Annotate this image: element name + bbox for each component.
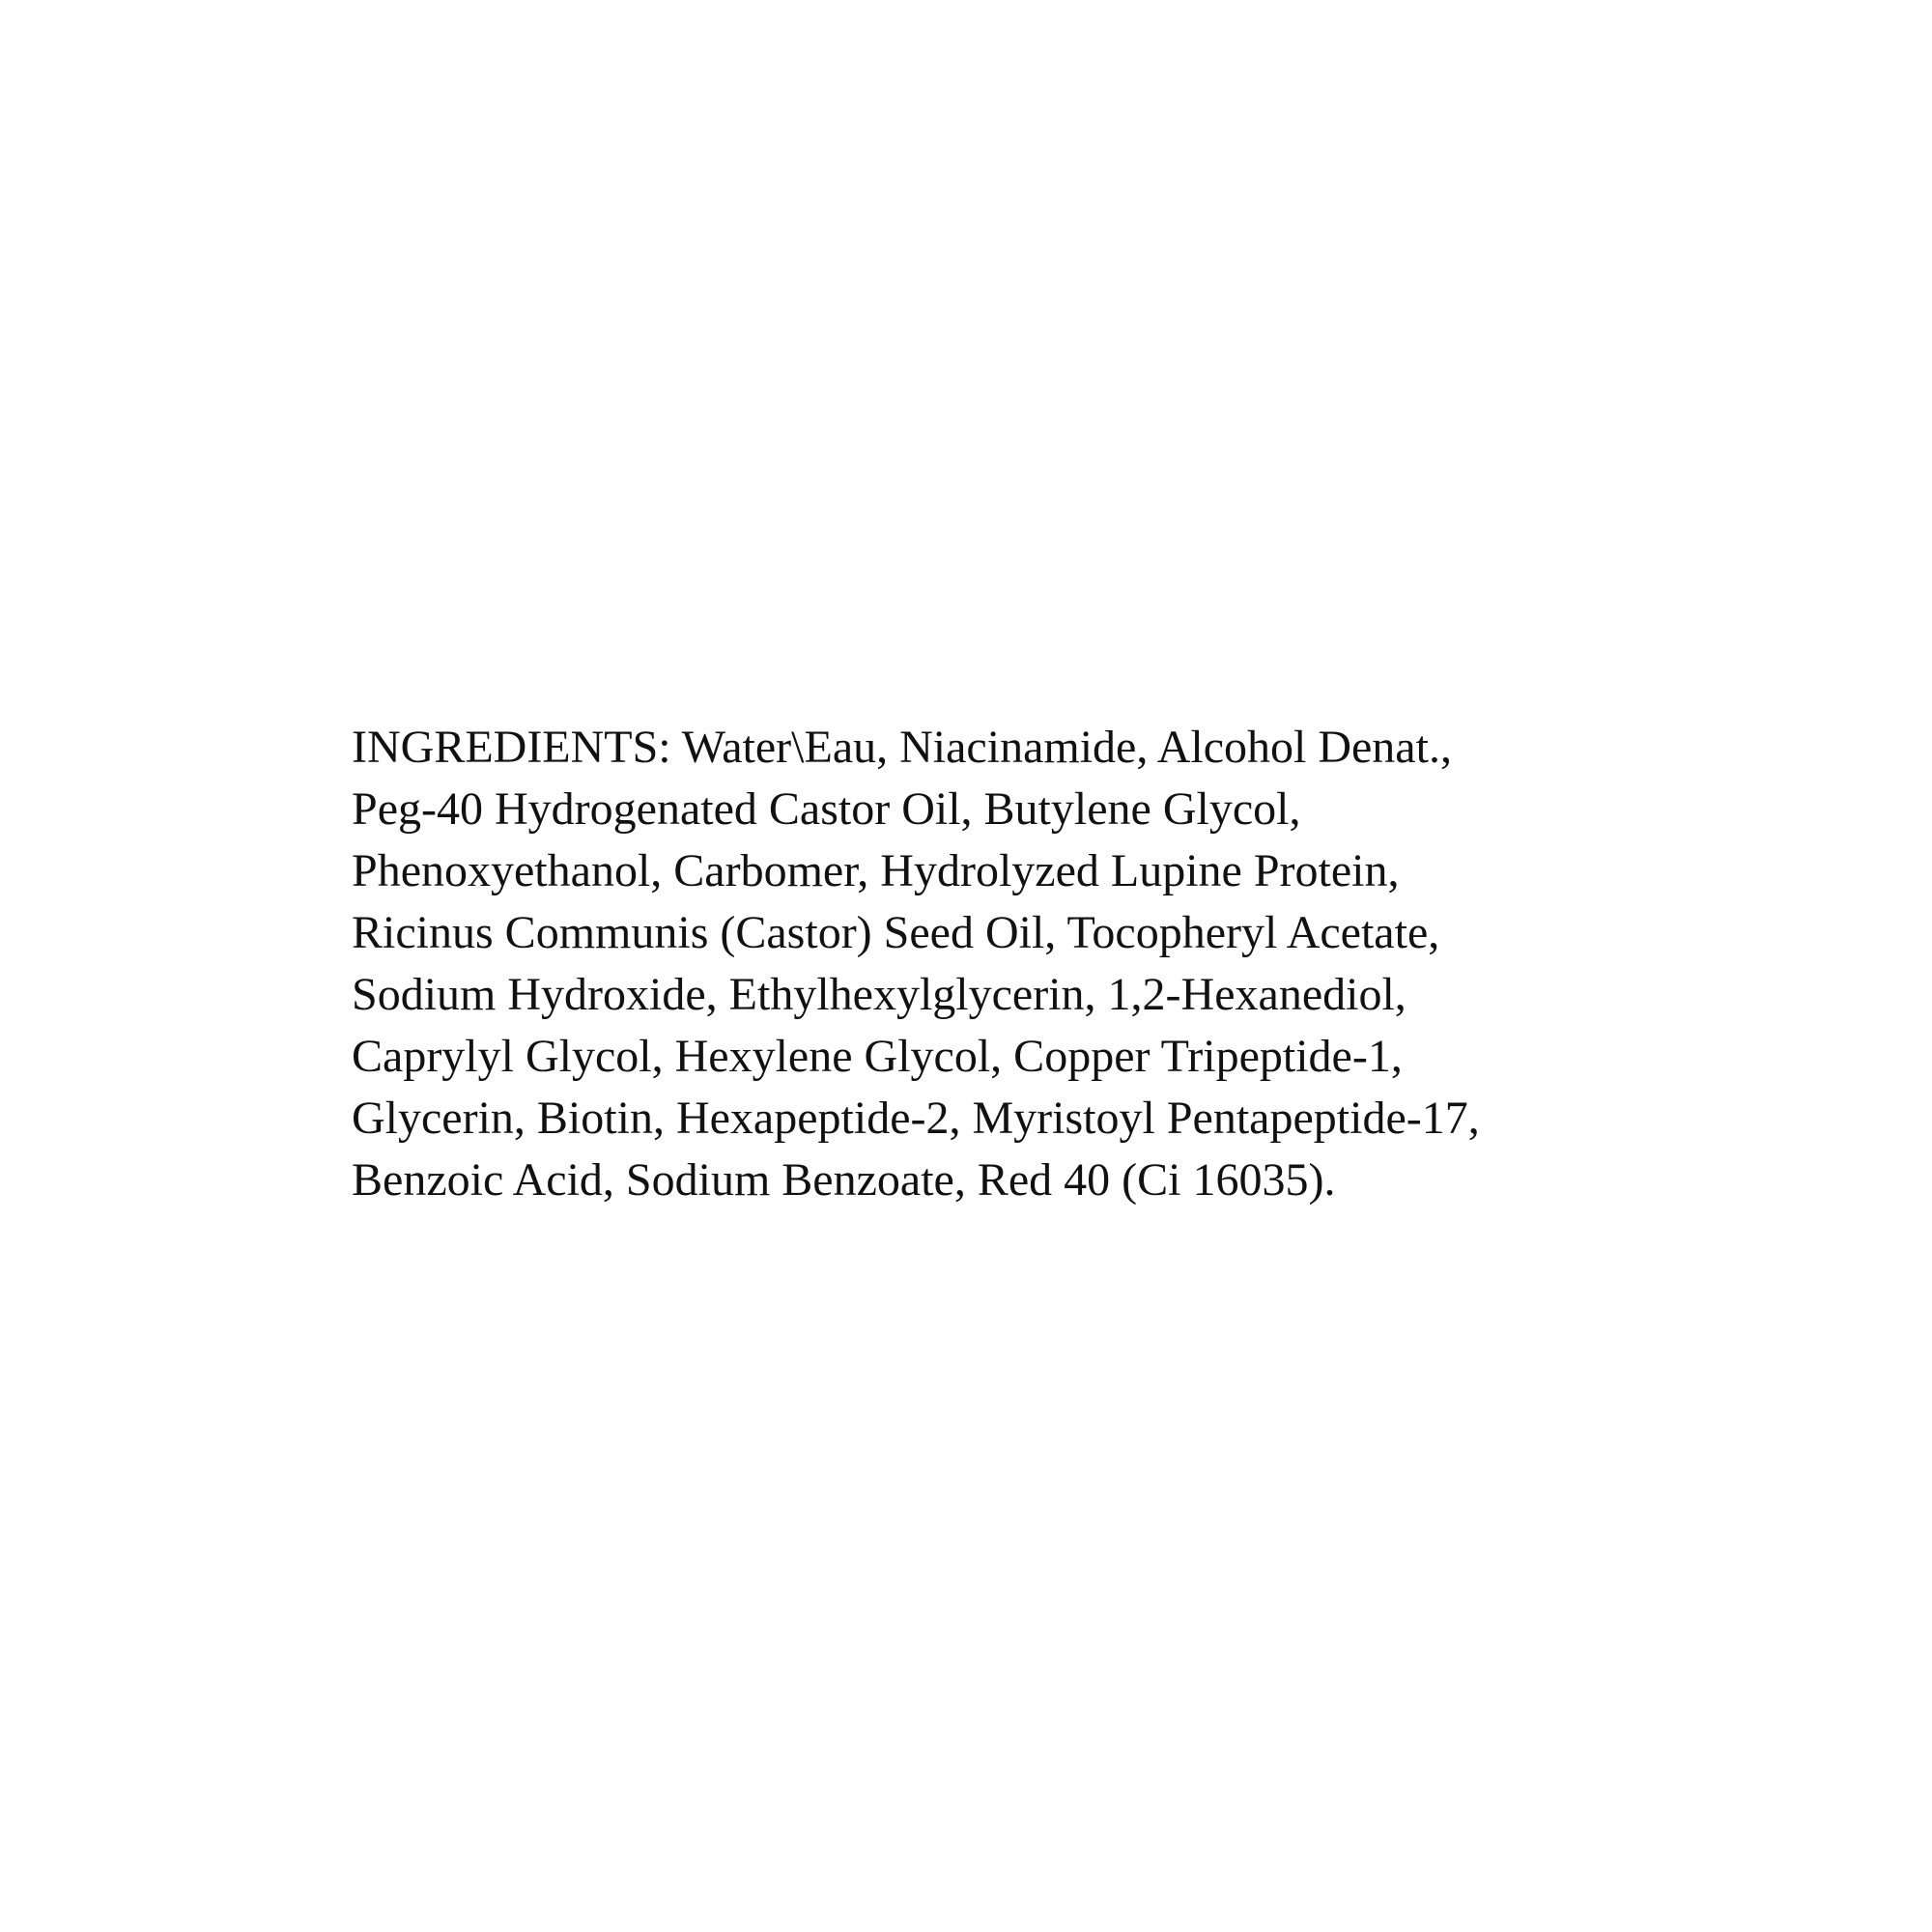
ingredients-line: Ricinus Communis (Castor) Seed Oil, Tocopheryl Acetate, (352, 907, 1440, 958)
ingredients-line: INGREDIENTS: Water\Eau, Niacinamide, Alcohol Denat., (352, 722, 1452, 773)
ingredients-list (352, 717, 1723, 1211)
ingredients-line: Glycerin, Biotin, Hexapeptide-2, Myristoyl Pentapeptide-17, (352, 1093, 1480, 1144)
ingredients-line: Peg-40 Hydrogenated Castor Oil, Butylene Glycol, (352, 783, 1301, 835)
ingredients-line: Caprylyl Glycol, Hexylene Glycol, Copper Tripeptide-1, (352, 1031, 1403, 1082)
ingredients-line: Benzoic Acid, Sodium Benzoate, Red 40 (Ci 16035). (352, 1154, 1336, 1206)
ingredients-line: Sodium Hydroxide, Ethylhexylglycerin, 1,2-Hexanediol, (352, 969, 1406, 1020)
ingredients-line: Phenoxyethanol, Carbomer, Hydrolyzed Lupine Protein, (352, 845, 1400, 896)
